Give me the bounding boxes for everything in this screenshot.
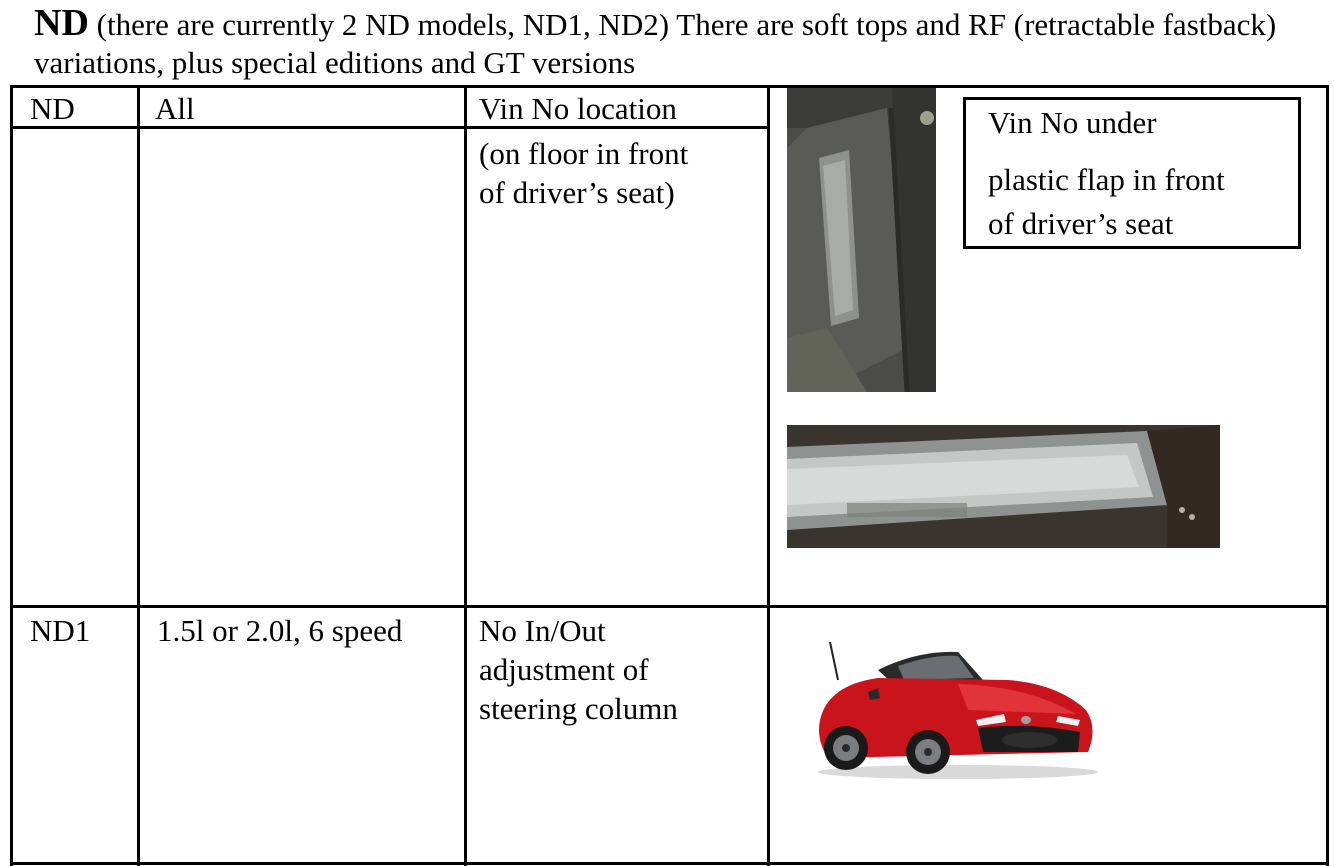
model-code-heading: ND [34,2,89,44]
nd1-car-photo [808,640,1104,780]
floor-photo-graphic [787,88,936,392]
table-border-top [10,85,1329,88]
heading-description: (there are currently 2 ND models, ND1, ND2) There are soft tops and RF (retractable fastback) variations, plus special editions and GT versions [34,7,1277,80]
model-cell-nd1: ND1 [30,613,91,648]
page-heading [34,4,1324,82]
red-roadster-illustration [808,640,1104,780]
callout-line-1: Vin No under [988,105,1157,140]
model-cell-nd: ND [30,91,75,126]
table-column-divider-3 [767,85,770,866]
vin-location-detail: (on floor in front of driver’s seat) [479,136,689,210]
table-column-divider-1 [137,85,140,866]
callout-line-2: plastic flap in front of driver’s seat [988,162,1225,241]
vin-location-title: Vin No location [479,91,677,126]
table-border-bottom [10,862,1329,865]
vin-floor-photo [787,88,936,392]
plate-photo-graphic [787,425,1220,548]
engine-cell-all: All [155,91,195,126]
steering-note: No In/Out adjustment of steering column [479,613,678,726]
table-column-divider-2 [464,85,467,866]
table-border-left [10,85,13,866]
table-border-right [1326,85,1329,866]
engine-cell-nd1: 1.5l or 2.0l, 6 speed [157,613,403,648]
vin-plate-photo [787,425,1220,548]
vin-callout-box [963,97,1301,249]
table-row-divider [10,605,1329,608]
